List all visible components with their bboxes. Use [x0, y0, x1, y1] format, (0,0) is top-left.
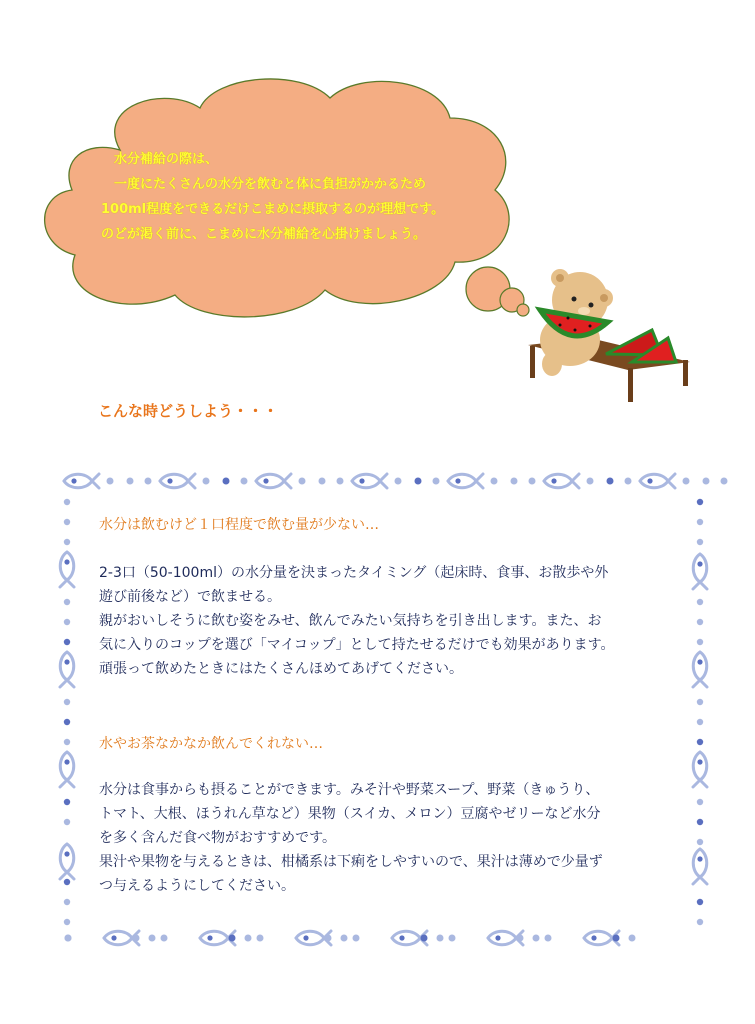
border-dot — [133, 935, 140, 942]
border-dot — [241, 478, 248, 485]
fish-icon — [256, 474, 291, 488]
border-dot — [629, 935, 636, 942]
answer-2-line: 果汁や果物を与えるときは、柑橘系は下痢をしやすいので、果汁は薄めで少量ず — [99, 854, 603, 870]
border-dot — [341, 935, 348, 942]
border-dot — [127, 478, 134, 485]
border-dot — [697, 699, 703, 705]
answer-1-line: 遊び前後など）で飲ませる。 — [99, 589, 281, 605]
border-dot — [64, 899, 70, 905]
border-dot — [533, 935, 540, 942]
border-dot — [437, 935, 444, 942]
fish-icon — [693, 652, 707, 687]
border-dot — [245, 935, 252, 942]
fish-icon — [693, 554, 707, 589]
border-dot — [353, 935, 360, 942]
border-dot — [64, 599, 70, 605]
border-dot — [491, 478, 498, 485]
border-dot — [697, 819, 703, 825]
answer-1 — [99, 561, 684, 681]
fish-icon — [693, 849, 707, 884]
border-dot — [607, 478, 614, 485]
border-dot — [64, 919, 70, 925]
border-dot — [64, 799, 70, 805]
border-dot — [257, 935, 264, 942]
section-heading: こんな時どうしよう・・・ — [98, 402, 279, 420]
border-dot — [697, 539, 703, 545]
answer-1-line: 気に入りのコップを選び「マイコップ」として持たせるだけでも効果があります。 — [99, 637, 615, 653]
answer-2 — [99, 778, 684, 898]
answer-2-line: を多く含んだ食べ物がおすすめです。 — [99, 830, 337, 846]
border-dot — [721, 478, 728, 485]
border-dot — [613, 935, 620, 942]
border-dot — [149, 935, 156, 942]
border-dot — [545, 935, 552, 942]
fish-icon — [640, 474, 675, 488]
border-dot — [64, 879, 70, 885]
border-dot — [64, 739, 70, 745]
border-dot — [325, 935, 332, 942]
answer-2-line: つ与えるようにしてください。 — [99, 878, 295, 894]
border-dot — [697, 899, 703, 905]
border-dot — [64, 619, 70, 625]
border-dot — [319, 478, 326, 485]
border-dot — [703, 478, 710, 485]
fish-icon — [64, 474, 99, 488]
border-dot — [161, 935, 168, 942]
fish-icon — [448, 474, 483, 488]
border-dot — [587, 478, 594, 485]
bubble-line-2: 一度にたくさんの水分を飲むと体に負担がかかるため — [114, 177, 427, 192]
border-dot — [229, 935, 236, 942]
answer-2-line: トマト、大根、ほうれん草など）果物（スイカ、メロン）豆腐やゼリーなど水分 — [99, 806, 601, 822]
border-dot — [107, 478, 114, 485]
border-dot — [697, 599, 703, 605]
bubble-line-3: 100ml程度をできるだけこまめに摂取するのが理想です。 — [101, 202, 445, 217]
border-dot — [64, 519, 70, 525]
border-dot — [433, 478, 440, 485]
bubble-line-1: 水分補給の際は、 — [114, 152, 219, 167]
border-dot — [697, 719, 703, 725]
fish-icon — [60, 552, 74, 587]
fish-icon — [544, 474, 579, 488]
question-1: 水分は飲むけど１口程度で飲む量が少ない… — [99, 517, 379, 533]
border-dot — [65, 935, 72, 942]
border-dot — [517, 935, 524, 942]
border-dot — [145, 478, 152, 485]
border-dot — [64, 499, 70, 505]
fish-icon — [60, 844, 74, 879]
border-dot — [449, 935, 456, 942]
fish-icon — [352, 474, 387, 488]
answer-1-line: 親がおいしそうに飲む姿をみせ、飲んでみたい気持ちを引き出します。また、お — [99, 613, 602, 629]
border-dot — [64, 539, 70, 545]
answer-1-line: 2-3口（50-100ml）の水分量を決まったタイミング（起床時、食事、お散歩や外 — [99, 565, 609, 581]
fish-icon — [60, 652, 74, 687]
border-dot — [697, 799, 703, 805]
border-dot — [299, 478, 306, 485]
border-dot — [697, 739, 703, 745]
border-dot — [395, 478, 402, 485]
border-dot — [421, 935, 428, 942]
border-dot — [697, 919, 703, 925]
border-dot — [625, 478, 632, 485]
border-dot — [64, 699, 70, 705]
border-dot — [697, 639, 703, 645]
fish-icon — [160, 474, 195, 488]
question-2: 水やお茶なかなか飲んでくれない… — [99, 736, 323, 752]
answer-2-line: 水分は食事からも摂ることができます。みそ汁や野菜スープ、野菜（きゅうり、 — [99, 782, 600, 798]
border-dot — [697, 499, 703, 505]
border-dot — [415, 478, 422, 485]
border-dot — [64, 639, 70, 645]
border-dot — [64, 819, 70, 825]
border-dot — [697, 519, 703, 525]
border-dot — [529, 478, 536, 485]
border-dot — [64, 719, 70, 725]
fish-icon — [693, 752, 707, 787]
border-dot — [223, 478, 230, 485]
fish-icon — [60, 752, 74, 787]
border-dot — [697, 839, 703, 845]
border-dot — [337, 478, 344, 485]
border-dot — [511, 478, 518, 485]
bubble-line-4: のどが渇く前に、こまめに水分補給を心掛けましょう。 — [101, 227, 427, 242]
answer-1-line: 頑張って飲めたときにはたくさんほめてあげてください。 — [99, 661, 463, 677]
border-dot — [697, 619, 703, 625]
border-dot — [683, 478, 690, 485]
border-dot — [203, 478, 210, 485]
